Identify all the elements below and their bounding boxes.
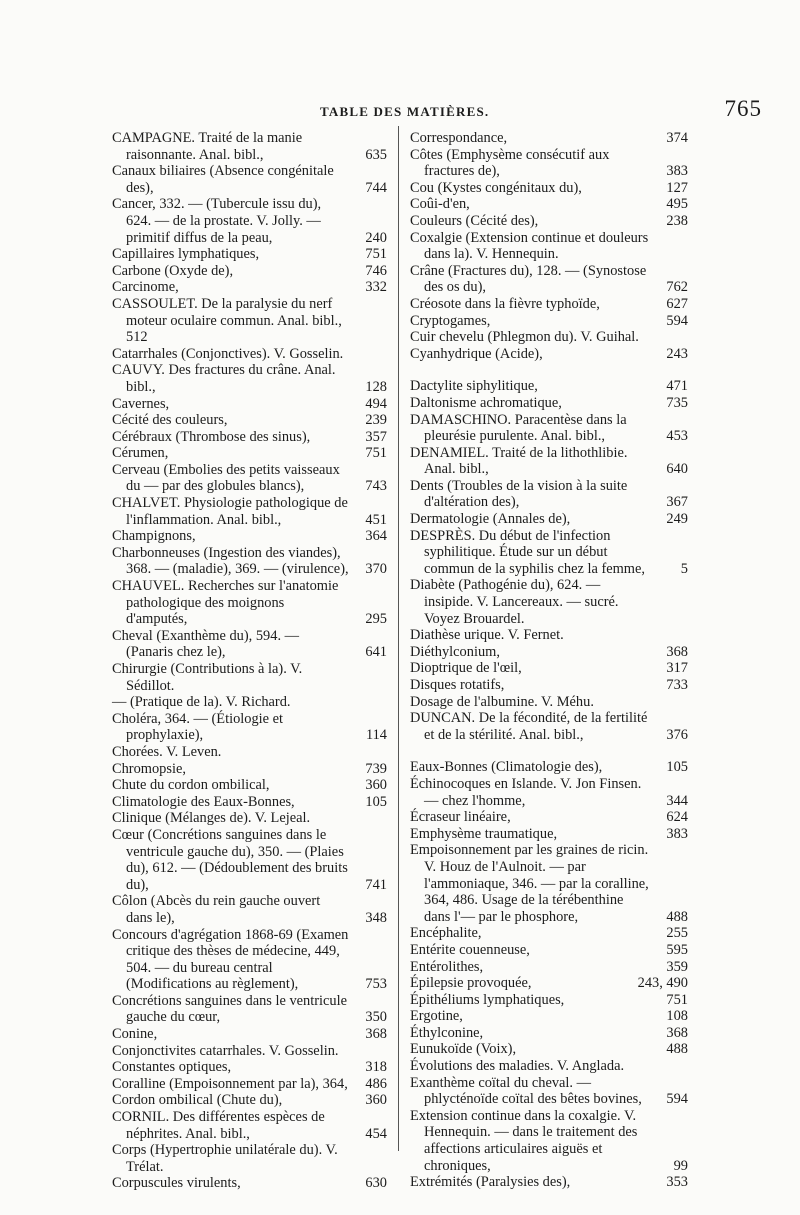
index-entry-text: Évolutions des maladies. V. Anglada.: [410, 1058, 625, 1075]
index-entry: [112, 578, 387, 628]
index-entry-text: Extrémités (Paralysies des),: [410, 1174, 571, 1191]
index-entry: [112, 711, 387, 744]
index-entry-page: 383: [666, 825, 688, 842]
index-entry-text: Dents (Troubles de la vision à la suite d'altération des),: [410, 477, 628, 511]
index-entry: [112, 429, 387, 446]
index-entry: [410, 710, 688, 743]
index-entry-page: 744: [365, 179, 387, 196]
index-entry: [410, 826, 688, 843]
index-entry: [410, 1108, 688, 1174]
page-number: 765: [724, 96, 762, 121]
index-entry-page: 368: [365, 1026, 387, 1043]
index-entry-text: Charbonneuses (Ingestion des viandes), 368. — (maladie), 369. — (virulence),: [112, 544, 349, 578]
index-entry: [112, 1142, 387, 1175]
index-entry: [410, 1058, 688, 1075]
index-entry: [410, 1075, 688, 1108]
index-entry-text: Catarrhales (Conjonctives). V. Gosselin.: [112, 345, 344, 362]
index-entry-text: Carbone (Oxyde de),: [112, 262, 234, 279]
index-entry: [112, 1026, 387, 1043]
index-entry-page: 751: [666, 991, 688, 1008]
index-entry-page: 348: [365, 909, 387, 926]
index-entry-text: Diathèse urique. V. Fernet.: [410, 627, 564, 644]
index-entry: [410, 511, 688, 528]
column-divider: [398, 126, 399, 1151]
index-entry: [410, 329, 688, 346]
index-entry: [112, 1109, 387, 1142]
index-entry: [112, 744, 387, 761]
index-entry: [410, 230, 688, 263]
index-entry-text: Diabète (Pathogénie du), 624. — insipide. V. Lancereaux. — sucré. Voyez Brouardel.: [410, 577, 619, 627]
index-entry-text: Dactylite siphylitique,: [410, 378, 538, 395]
index-entry: [410, 694, 688, 711]
index-entry-page: 735: [666, 394, 688, 411]
index-entry-page: 383: [666, 163, 688, 180]
index-entry: [410, 660, 688, 677]
index-entry-text: Climatologie des Eaux-Bonnes,: [112, 793, 295, 810]
index-entry-text: Emphysème traumatique,: [410, 825, 558, 842]
index-entry-text: Exanthème coïtal du cheval. — phlycténoïde coïtal des bêtes bovines,: [410, 1074, 642, 1108]
index-entry-page: 627: [666, 295, 688, 312]
index-entry-page: 451: [365, 511, 387, 528]
index-entry-text: Cancer, 332. — (Tubercule issu du), 624. — de la prostate. V. Jolly. — primitif diffus de la peau,: [112, 196, 322, 246]
index-entry-text: DENAMIEL. Traité de la lithothlibie. Anal. bibl.,: [410, 444, 628, 478]
index-entry-page: 249: [666, 511, 688, 528]
index-entry-text: Chorées. V. Leven.: [112, 743, 222, 760]
index-entry: [410, 180, 688, 197]
index-entry-page: 238: [666, 212, 688, 229]
index-entry: [410, 412, 688, 445]
index-entry-text: — (Pratique de la). V. Richard.: [112, 694, 291, 711]
index-column-right: [410, 130, 688, 1191]
index-entry-page: 370: [365, 561, 387, 578]
index-entry-page: 5: [680, 560, 688, 577]
index-entry-text: Chromopsie,: [112, 760, 186, 777]
index-entry: [112, 246, 387, 263]
index-entry-text: Coxalgie (Extension continue et douleurs dans la). V. Hennequin.: [410, 229, 649, 263]
index-entry-page: 364: [365, 528, 387, 545]
index-entry-text: Carcinome,: [112, 279, 179, 296]
index-entry-text: CAUVY. Des fractures du crâne. Anal. bibl.,: [112, 362, 336, 395]
index-entry-page: 105: [365, 793, 387, 810]
index-entry-text: Capillaires lymphatiques,: [112, 246, 260, 263]
index-entry-text: Cérumen,: [112, 445, 169, 462]
index-entry-page: 243, 490: [637, 975, 688, 992]
index-entry-text: Champignons,: [112, 528, 196, 545]
index-entry-page: 494: [365, 395, 387, 412]
index-entry: [112, 263, 387, 280]
index-entry-page: 488: [666, 908, 688, 925]
index-entry: [410, 478, 688, 511]
index-entry-page: 368: [666, 643, 688, 660]
index-entry-text: Couleurs (Cécité des),: [410, 212, 539, 229]
index-entry-text: Cheval (Exanthème du), 594. — (Panaris chez le),: [112, 627, 300, 661]
index-entry-page: 595: [666, 941, 688, 958]
index-entry-text: Diéthylconium,: [410, 643, 500, 660]
index-entry: [112, 1175, 387, 1192]
index-entry-text: Cyanhydrique (Acide),: [410, 345, 543, 362]
page-header: [110, 96, 762, 126]
index-entry-page: 624: [666, 809, 688, 826]
index-entry-text: Entérite couenneuse,: [410, 941, 530, 958]
index-entry-page: 344: [666, 792, 688, 809]
index-column-left: [112, 130, 387, 1192]
index-entry-text: CAMPAGNE. Traité de la manie raisonnante. Anal. bibl.,: [112, 130, 303, 163]
index-entry: [410, 296, 688, 313]
index-entry-text: Côtes (Emphysème consécutif aux fractures de),: [410, 146, 610, 180]
index-entry-text: DAMASCHINO. Paracentèse dans la pleurésie purulente. Anal. bibl.,: [410, 411, 627, 445]
index-entry: [112, 528, 387, 545]
index-entry-page: 332: [365, 279, 387, 296]
index-entry-text: Coûi-d'en,: [410, 196, 470, 213]
index-entry-page: 635: [365, 146, 387, 163]
index-entry-text: Ergotine,: [410, 1008, 463, 1025]
index-entry: [410, 759, 688, 776]
index-entry-text: CORNIL. Des différentes espèces de néphrites. Anal. bibl.,: [112, 1109, 325, 1142]
index-entry-text: Cécité des couleurs,: [112, 412, 228, 429]
index-entry-page: 368: [666, 1024, 688, 1041]
index-entry: [410, 196, 688, 213]
index-entry-text: Cordon ombilical (Chute du),: [112, 1092, 283, 1109]
index-entry: [112, 412, 387, 429]
index-entry-text: Dermatologie (Annales de),: [410, 511, 571, 528]
index-entry-text: Corps (Hypertrophie unilatérale du). V. Trélat.: [112, 1142, 338, 1175]
index-entry: [410, 1008, 688, 1025]
index-entry-text: Côlon (Abcès du rein gauche ouvert dans le),: [112, 893, 321, 926]
index-entry: [112, 993, 387, 1026]
index-entry: [112, 694, 387, 711]
index-entry-page: 350: [365, 1009, 387, 1026]
index-entry-page: 594: [666, 312, 688, 329]
index-entry-page: 640: [666, 461, 688, 478]
index-entry: [112, 396, 387, 413]
index-entry-page: 243: [666, 345, 688, 362]
index-entry-page: 255: [666, 925, 688, 942]
index-entry-text: Clinique (Mélanges de). V. Lejeal.: [112, 810, 311, 827]
index-entry: [410, 1041, 688, 1058]
index-entry-text: Cœur (Concrétions sanguines dans le ventricule gauche du), 350. — (Plaies du), 612. — (Dédoublement des bruits du),: [112, 826, 348, 893]
index-entry-text: Daltonisme achromatique,: [410, 394, 562, 411]
index-entry-page: 317: [666, 660, 688, 677]
index-entry-page: 239: [365, 412, 387, 429]
index-entry: [112, 810, 387, 827]
index-entry-page: 127: [666, 179, 688, 196]
index-entry-text: DESPRÈS. Du début de l'infection syphilitique. Étude sur un début commun de la syphilis chez la femme,: [410, 527, 645, 577]
index-entry-page: 353: [666, 1174, 688, 1191]
index-entry: [410, 975, 688, 992]
index-entry-page: 374: [666, 130, 688, 146]
index-entry-text: Entérolithes,: [410, 958, 484, 975]
index-entry: [112, 1059, 387, 1076]
index-entry-text: Conine,: [112, 1026, 158, 1043]
index-entry: [410, 313, 688, 330]
index-entry-text: Concrétions sanguines dans le ventricule gauche du cœur,: [112, 992, 347, 1026]
index-entry: [410, 959, 688, 976]
index-entry-text: Conjonctivites catarrhales. V. Gosselin.: [112, 1042, 339, 1059]
index-entry: [112, 362, 387, 395]
index-entry-text: Constantes optiques,: [112, 1059, 232, 1076]
index-entry: [112, 163, 387, 196]
index-entry: [112, 545, 387, 578]
index-entry-text: Choléra, 364. — (Étiologie et prophylaxie),: [112, 710, 284, 744]
index-entry-page: 630: [365, 1175, 387, 1192]
index-entry: [112, 1076, 387, 1093]
index-entry-text: Cérébraux (Thrombose des sinus),: [112, 428, 311, 445]
index-entry: [410, 130, 688, 147]
index-entry: [112, 462, 387, 495]
index-entry-text: Écraseur linéaire,: [410, 809, 511, 826]
index-entry: [112, 777, 387, 794]
index-entry-text: Cryptogames,: [410, 312, 491, 329]
index-entry-page: 367: [666, 494, 688, 511]
index-entry: [410, 445, 688, 478]
index-entry-page: 762: [666, 279, 688, 296]
index-entry-page: 753: [365, 976, 387, 993]
index-entry-page: 105: [666, 759, 688, 776]
index-entry-text: Encéphalite,: [410, 925, 482, 942]
index-entry-text: Coralline (Empoisonnement par la), 364,: [112, 1075, 348, 1092]
running-title: TABLE DES MATIÈRES.: [320, 104, 490, 119]
index-entry: [410, 942, 688, 959]
index-entry-text: Eunukoïde (Voix),: [410, 1041, 517, 1058]
index-entry: [112, 794, 387, 811]
index-entry-text: Corpuscules virulents,: [112, 1175, 241, 1192]
index-entry-text: Correspondance,: [410, 130, 508, 146]
index-entry: [112, 827, 387, 893]
index-entry-page: 486: [365, 1075, 387, 1092]
index-entry-page: 360: [365, 1092, 387, 1109]
index-entry-text: Canaux biliaires (Absence congénitale des),: [112, 163, 334, 196]
index-entry-text: Eaux-Bonnes (Climatologie des),: [410, 759, 603, 776]
index-entry-page: 751: [365, 246, 387, 263]
index-entry: [410, 346, 688, 363]
index-entry-text: Cou (Kystes congénitaux du),: [410, 179, 582, 196]
index-entry-page: 114: [365, 727, 387, 744]
index-entry: [112, 927, 387, 993]
index-entry: [410, 842, 688, 925]
index-entry-page: 357: [365, 428, 387, 445]
index-entry: [112, 661, 387, 694]
index-entry-page: 495: [666, 196, 688, 213]
index-entry: [410, 378, 688, 395]
index-entry-page: 751: [365, 445, 387, 462]
index-entry-text: Éthylconine,: [410, 1024, 484, 1041]
index-entry-page: 360: [365, 777, 387, 794]
index-entry-text: Épithéliums lymphatiques,: [410, 991, 565, 1008]
index-entry: [112, 628, 387, 661]
index-entry-text: Extension continue dans la coxalgie. V. Hennequin. — dans le traitement des affections articulaires aiguës et chroniques,: [410, 1107, 638, 1174]
index-entry: [410, 992, 688, 1009]
index-entry-page: 594: [666, 1091, 688, 1108]
index-entry: [112, 445, 387, 462]
index-entry-text: Empoisonnement par les graines de ricin. V. Houz de l'Aulnoit. — par l'ammoniaque, 346. — par la coralline, 364, 486. Usage de la térébenthine dans l'— par le phosphore,: [410, 842, 649, 925]
index-entry-page: 471: [666, 378, 688, 395]
index-entry: [410, 925, 688, 942]
index-entry: [410, 213, 688, 230]
index-entry: [112, 1092, 387, 1109]
index-entry: [410, 809, 688, 826]
index-entry-page: 128: [365, 378, 387, 395]
index-entry-text: Créosote dans la fièvre typhoïde,: [410, 295, 600, 312]
index-entry: [112, 346, 387, 363]
index-entry: [112, 130, 387, 163]
index-entry: [112, 196, 387, 246]
index-entry: [410, 263, 688, 296]
index-entry-text: Chirurgie (Contributions à la). V. Sédillot.: [112, 661, 303, 694]
index-entry: [410, 1174, 688, 1191]
index-entry-page: 99: [673, 1157, 688, 1174]
index-entry: [112, 279, 387, 296]
index-entry-page: 641: [365, 644, 387, 661]
index-entry: [410, 1025, 688, 1042]
index-entry-page: 746: [365, 262, 387, 279]
index-entry-page: 240: [365, 229, 387, 246]
index-entry-page: 453: [666, 428, 688, 445]
index-entry-page: 376: [666, 726, 688, 743]
index-entry-text: CHALVET. Physiologie pathologique de l'inflammation. Anal. bibl.,: [112, 495, 348, 528]
index-entry-page: 454: [365, 1125, 387, 1142]
index-entry-text: Crâne (Fractures du), 128. — (Synostose des os du),: [410, 262, 647, 296]
index-entry-page: 739: [365, 760, 387, 777]
index-entry-page: 743: [365, 478, 387, 495]
index-entry-text: Dioptrique de l'œil,: [410, 660, 522, 677]
index-entry: [112, 495, 387, 528]
index-entry: [112, 296, 387, 346]
index-entry-text: CHAUVEL. Recherches sur l'anatomie pathologique des moignons d'amputés,: [112, 578, 339, 628]
index-entry-text: Échinocoques en Islande. V. Jon Finsen. — chez l'homme,: [410, 775, 642, 809]
index-entry: [410, 577, 688, 627]
index-entry-text: Cavernes,: [112, 395, 170, 412]
index-entry-text: Épilepsie provoquée,: [410, 975, 532, 992]
index-entry-text: DUNCAN. De la fécondité, de la fertilité et de la stérilité. Anal. bibl.,: [410, 710, 648, 743]
index-entry: [410, 627, 688, 644]
index-entry-page: 108: [666, 1008, 688, 1025]
index-entry: [112, 761, 387, 778]
index-entry-page: 295: [365, 611, 387, 628]
index-entry-text: Cuir chevelu (Phlegmon du). V. Guihal.: [410, 329, 639, 346]
index-entry: [410, 528, 688, 578]
index-entry-text: CASSOULET. De la paralysie du nerf moteur oculaire commun. Anal. bibl., 512: [112, 295, 342, 346]
index-entry-text: Dosage de l'albumine. V. Méhu.: [410, 693, 594, 710]
index-entry-text: Chute du cordon ombilical,: [112, 777, 270, 794]
index-entry: [410, 644, 688, 661]
index-entry-page: 318: [365, 1059, 387, 1076]
index-entry: [112, 1043, 387, 1060]
index-entry-page: 488: [666, 1041, 688, 1058]
index-entry-page: 359: [666, 958, 688, 975]
index-entry-text: Cerveau (Embolies des petits vaisseaux du — par des globules blancs),: [112, 461, 340, 495]
index-entry: [410, 677, 688, 694]
index-entry-page: 733: [666, 677, 688, 693]
index-entry: [410, 776, 688, 809]
index-entry-text: Concours d'agrégation 1868-69 (Examen critique des thèses de médecine, 449, 504. — du bureau central (Modifications au règlement),: [112, 926, 349, 993]
index-entry-page: 741: [365, 876, 387, 893]
index-entry: [410, 395, 688, 412]
index-entry: [410, 147, 688, 180]
index-entry-text: Disques rotatifs,: [410, 677, 505, 693]
index-entry: [112, 893, 387, 926]
